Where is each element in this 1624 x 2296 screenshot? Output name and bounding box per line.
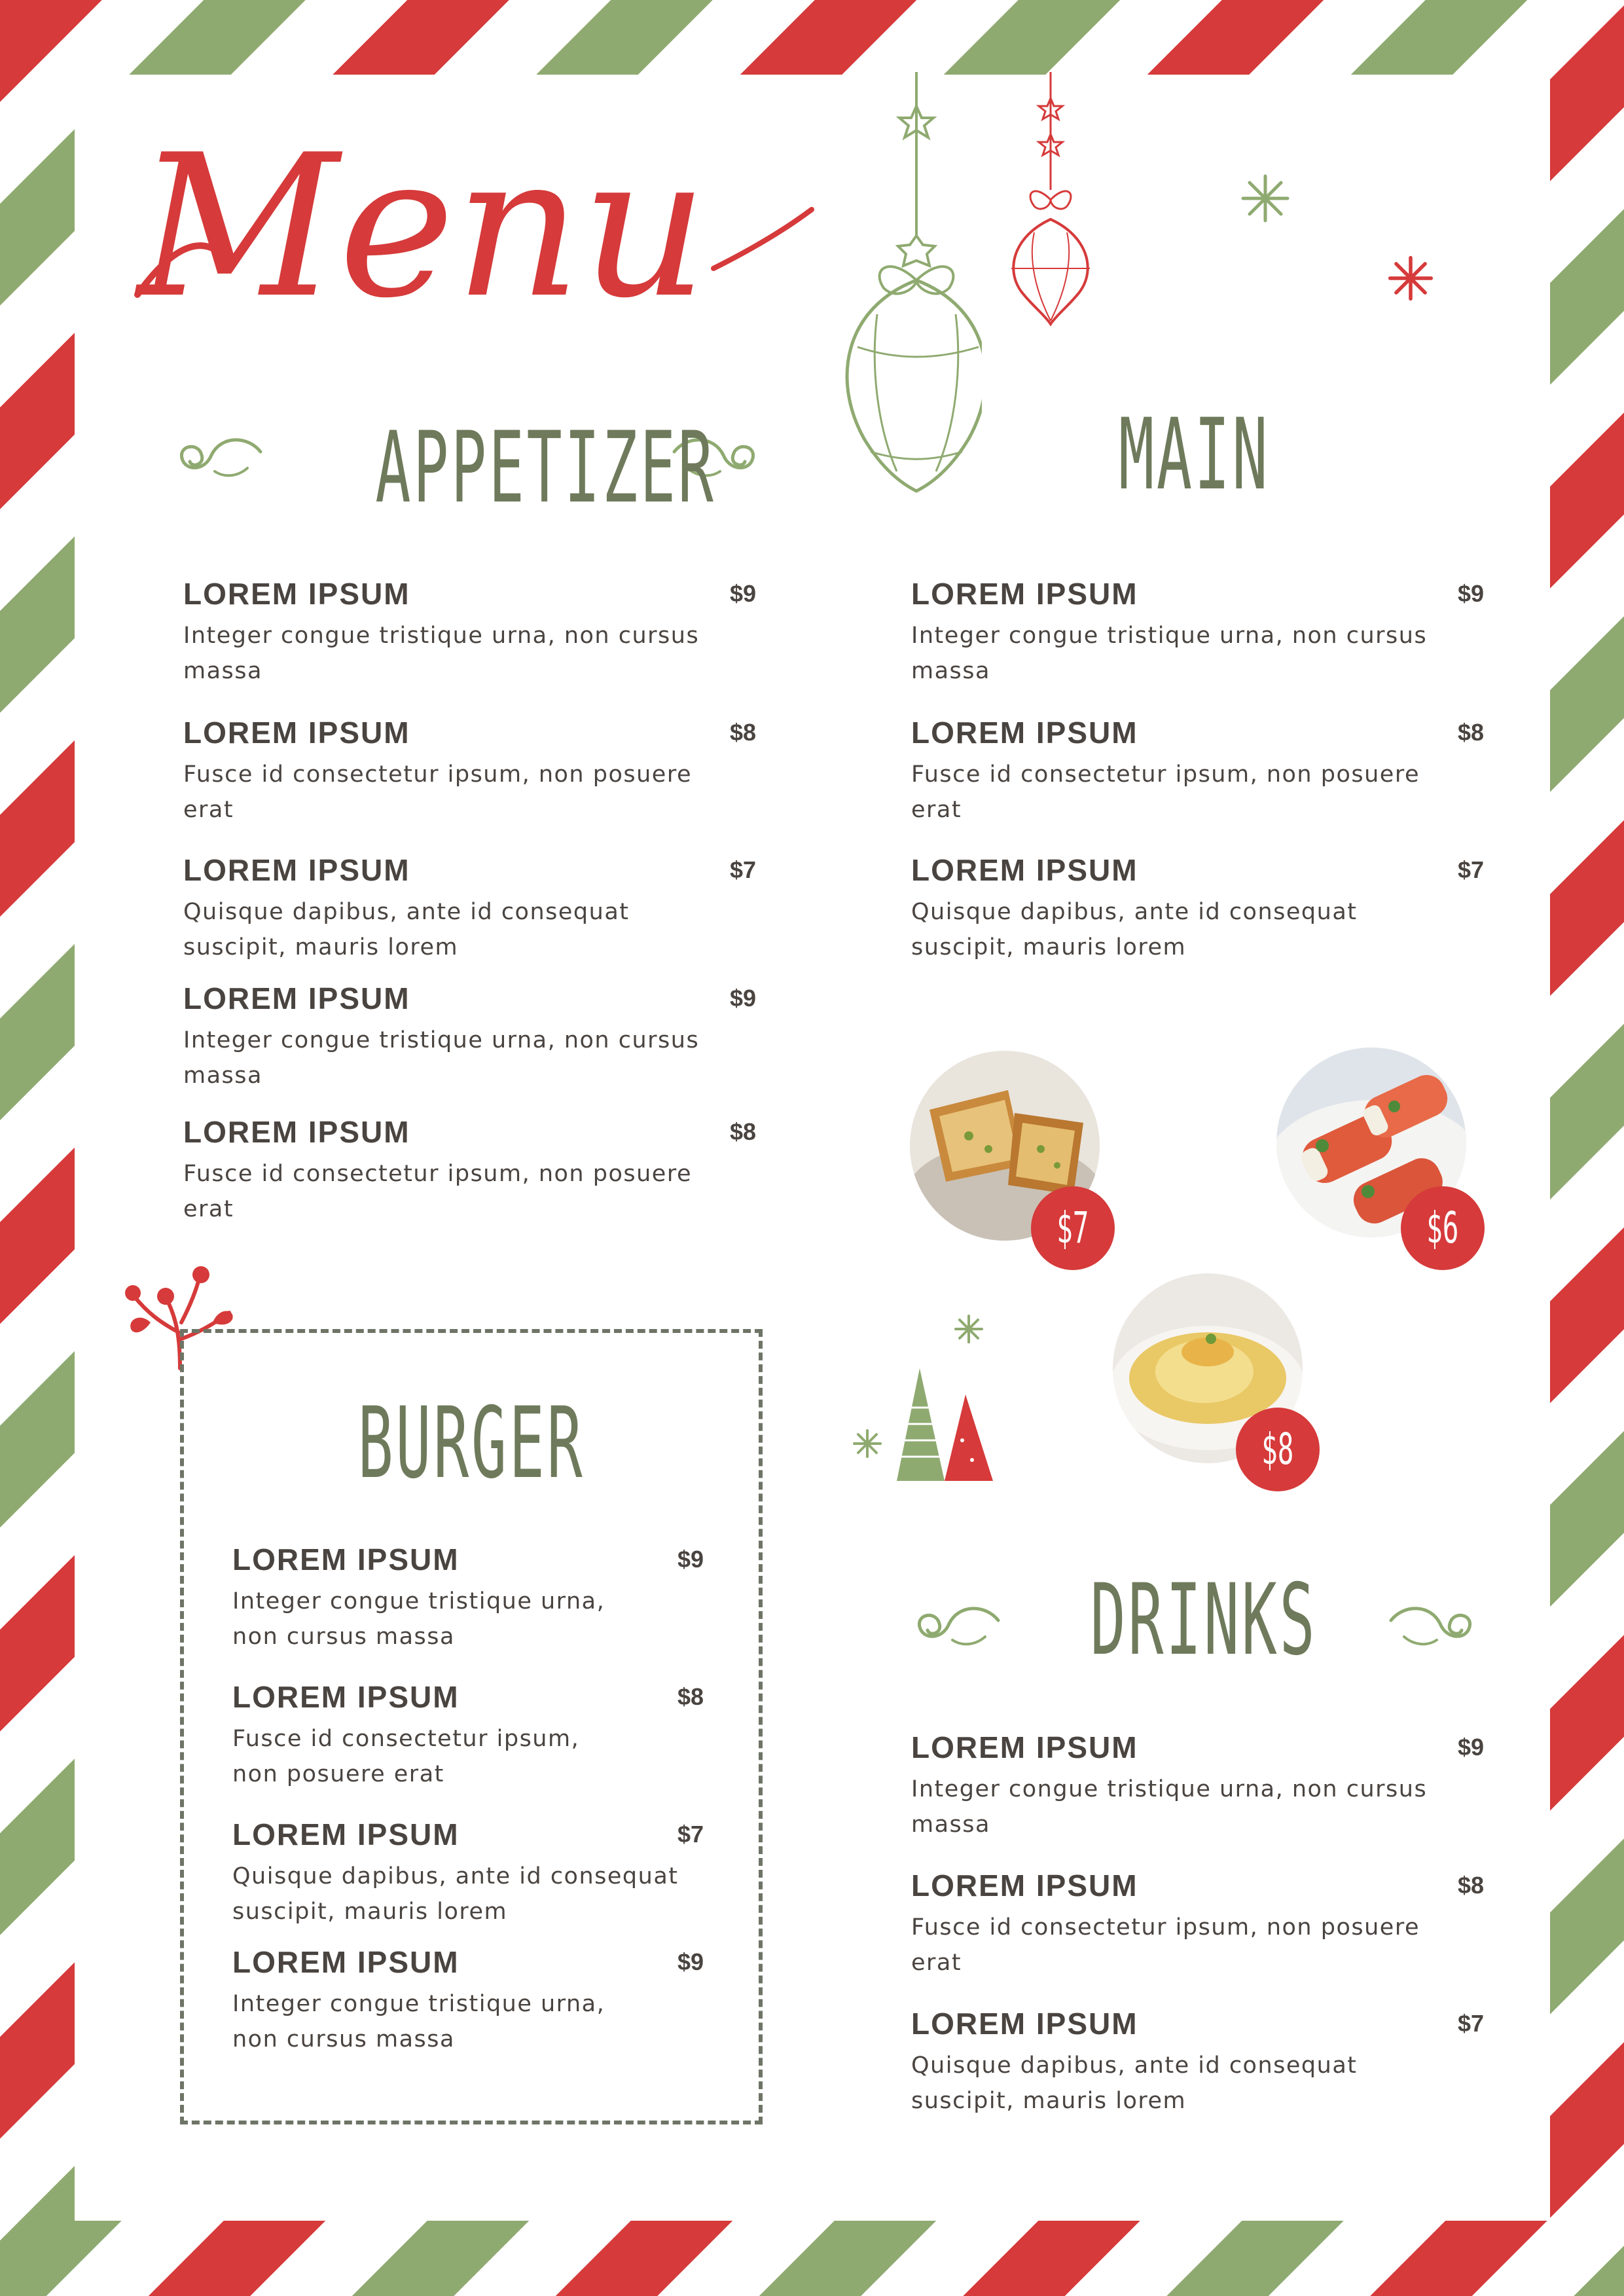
item-price: $8 <box>1457 1872 1484 1899</box>
price-badge: $8 <box>1236 1408 1320 1491</box>
menu-title-text: Menu <box>137 113 708 341</box>
snowflake-green-icon <box>1240 173 1290 223</box>
item-desc: Integer congue tristique urna, non cursus massa <box>232 1991 605 2052</box>
main-title: MAIN <box>1119 398 1271 512</box>
main-item <box>911 852 1484 970</box>
item-name: LOREM IPSUM <box>911 716 1138 750</box>
item-desc: Integer congue tristique urna, non cursus massa <box>183 1027 700 1089</box>
ornament-green-icon <box>831 72 982 498</box>
item-name: LOREM IPSUM <box>911 577 1138 611</box>
item-price: $9 <box>677 1546 704 1573</box>
item-price: $9 <box>729 580 756 607</box>
swirl-right-icon <box>1378 1601 1483 1653</box>
drinks-item <box>911 2006 1484 2124</box>
appetizer-item <box>183 981 756 1099</box>
item-desc: Quisque dapibus, ante id consequat suscipit, mauris lorem <box>911 899 1358 960</box>
appetizer-title: APPETIZER <box>375 411 716 525</box>
swirl-left-icon <box>907 1601 1011 1653</box>
item-name: LOREM IPSUM <box>183 577 410 611</box>
item-name: LOREM IPSUM <box>232 1817 460 1851</box>
item-name: LOREM IPSUM <box>911 853 1138 887</box>
item-name: LOREM IPSUM <box>232 1542 460 1576</box>
item-name: LOREM IPSUM <box>183 716 410 750</box>
item-price: $7 <box>677 1821 704 1848</box>
item-desc: Fusce id consectetur ipsum, non posuere erat <box>183 1161 692 1222</box>
drinks-item <box>911 1730 1484 1848</box>
christmas-trees-icon <box>848 1309 1011 1493</box>
item-desc: Fusce id consectetur ipsum, non posuere erat <box>911 761 1420 823</box>
item-desc: Fusce id consectetur ipsum, non posuere erat <box>232 1726 580 1787</box>
item-name: LOREM IPSUM <box>911 1868 1138 1903</box>
price-badge: $7 <box>1031 1186 1115 1270</box>
price-badge: $6 <box>1401 1186 1485 1270</box>
appetizer-item <box>183 1114 756 1232</box>
item-desc: Quisque dapibus, ante id consequat suscipit, mauris lorem <box>232 1863 679 1925</box>
item-price: $8 <box>1457 719 1484 746</box>
appetizer-item <box>183 852 756 970</box>
swirl-left-icon <box>175 432 267 484</box>
item-price: $9 <box>677 1948 704 1975</box>
item-price: $7 <box>1457 2010 1484 2037</box>
burger-item <box>232 1817 704 1935</box>
drinks-item <box>911 1868 1484 1986</box>
item-price: $8 <box>677 1683 704 1710</box>
item-price: $9 <box>1457 1734 1484 1760</box>
item-desc: Fusce id consectetur ipsum, non posuere erat <box>183 761 692 823</box>
item-desc: Quisque dapibus, ante id consequat suscipit, mauris lorem <box>911 2052 1358 2114</box>
item-desc: Integer congue tristique urna, non cursus massa <box>911 623 1428 684</box>
burger-item <box>232 1542 704 1660</box>
burger-title: BURGER <box>357 1387 585 1501</box>
burger-item <box>232 1944 704 2062</box>
menu-title <box>131 98 818 347</box>
item-price: $7 <box>1457 856 1484 883</box>
item-desc: Integer congue tristique urna, non cursus massa <box>911 1776 1428 1838</box>
item-name: LOREM IPSUM <box>183 981 410 1015</box>
main-item <box>911 576 1484 694</box>
main-item <box>911 715 1484 833</box>
drinks-title: DRINKS <box>1090 1563 1318 1677</box>
item-price: $7 <box>729 856 756 883</box>
burger-item <box>232 1679 704 1797</box>
item-desc: Integer congue tristique urna, non cursus massa <box>183 623 700 684</box>
item-name: LOREM IPSUM <box>232 1945 460 1979</box>
item-price: $8 <box>729 1118 756 1145</box>
item-name: LOREM IPSUM <box>183 853 410 887</box>
item-desc: Fusce id consectetur ipsum, non posuere erat <box>911 1914 1420 1976</box>
item-desc: Quisque dapibus, ante id consequat suscipit, mauris lorem <box>183 899 630 960</box>
item-price: $9 <box>729 985 756 1011</box>
item-desc: Integer congue tristique urna, non cursus massa <box>232 1588 605 1650</box>
snowflake-red-icon <box>1388 255 1434 301</box>
item-price: $8 <box>729 719 756 746</box>
item-name: LOREM IPSUM <box>232 1680 460 1714</box>
appetizer-item <box>183 715 756 833</box>
item-name: LOREM IPSUM <box>183 1115 410 1149</box>
item-price: $9 <box>1457 580 1484 607</box>
item-name: LOREM IPSUM <box>911 2007 1138 2041</box>
ornament-red-icon <box>1001 72 1100 327</box>
appetizer-item <box>183 576 756 694</box>
item-name: LOREM IPSUM <box>911 1730 1138 1764</box>
